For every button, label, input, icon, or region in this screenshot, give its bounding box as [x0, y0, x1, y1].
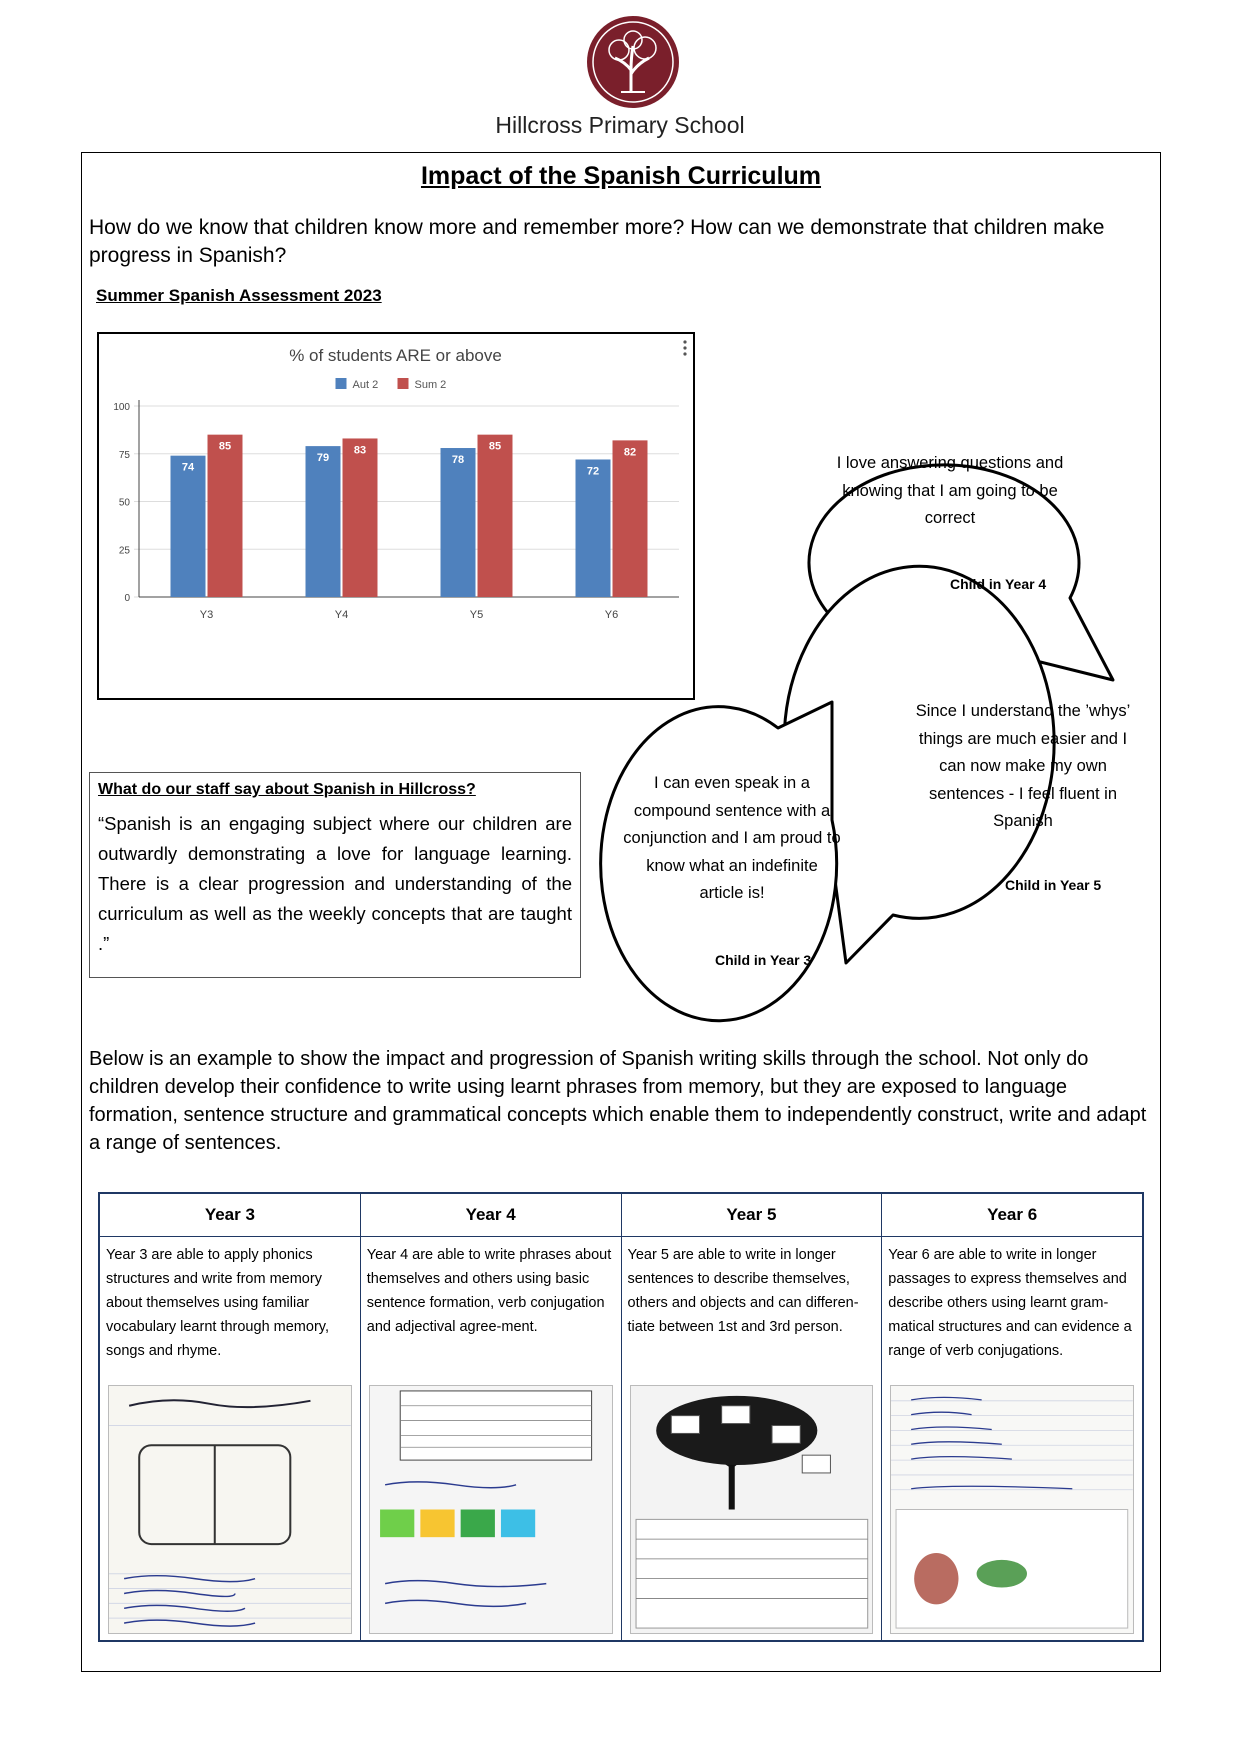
chart-title: % of students ARE or above [289, 346, 502, 365]
bubble-year3-attribution: Child in Year 3 [715, 952, 812, 968]
y-tick-label: 75 [118, 449, 130, 461]
year6-work-photo [890, 1385, 1134, 1634]
page-title: Impact of the Spanish Curriculum [420, 162, 822, 190]
legend-label: Sum 2 [414, 379, 447, 391]
year-progression-table [98, 1192, 1144, 1642]
staff-quote-title: What do our staff say about Spanish in Hillcross? [98, 781, 476, 798]
bar-data-label: 85 [488, 440, 502, 453]
year-heading: Year 6 [882, 1194, 1142, 1237]
bar-data-label: 82 [623, 446, 637, 459]
x-tick-label: Y5 [469, 609, 484, 621]
year-heading: Year 3 [100, 1194, 360, 1237]
bar-data-label: 72 [586, 465, 600, 478]
year5-work-photo [630, 1385, 874, 1634]
year-column [361, 1194, 622, 1640]
bubble-year3-text: I can even speak in a compound sentence with a conjunction and I am proud to know what an indefinite article is! [623, 774, 841, 902]
year3-work-photo [108, 1385, 352, 1634]
bar-data-label: 83 [353, 444, 367, 457]
y-tick-label: 50 [118, 497, 130, 509]
x-tick-label: Y3 [199, 609, 214, 621]
work-sample-image [891, 1386, 1133, 1633]
bubble-year4-attribution: Child in Year 4 [950, 576, 1047, 592]
x-tick-label: Y4 [334, 609, 349, 621]
intro-text: How do we know that children know more and remember more? How can we demonstrate that children make progress in Spanish? [89, 216, 1105, 267]
bubble-year5-text: Since I understand the ’whys’ things are much easier and I can now make my own sentences - I feel fluent in Spanish [915, 702, 1131, 830]
bar-data-label: 85 [218, 440, 232, 453]
year-description: Year 5 are able to write in longer sentences to describe themselves, others and objects and can differen-tiate between 1st and 3rd person. [627, 1247, 859, 1335]
bar-data-label: 78 [451, 454, 465, 467]
year-heading: Year 4 [361, 1194, 621, 1237]
y-tick-label: 0 [124, 593, 130, 604]
legend-label: Aut 2 [352, 379, 379, 391]
bar-data-label: 79 [316, 452, 330, 465]
bubble-year5-attribution: Child in Year 5 [1005, 877, 1102, 893]
year-column [622, 1194, 883, 1640]
year-heading: Year 5 [622, 1194, 882, 1237]
x-tick-label: Y6 [604, 609, 619, 621]
bar-data-label: 74 [181, 461, 195, 474]
y-tick-label: 100 [113, 402, 130, 413]
y-tick-label: 25 [118, 545, 130, 557]
year-description: Year 4 are able to write phrases about themselves and others using basic sentence formation, verb conjugation and adjectival agree-ment. [366, 1247, 612, 1335]
work-sample-image [370, 1386, 612, 1633]
school-name: Hillcross Primary School [495, 112, 745, 138]
bubble-year4-text: I love answering questions and knowing that I am going to be correct [836, 454, 1064, 527]
year-column [882, 1194, 1142, 1640]
assessment-title: Summer Spanish Assessment 2023 [96, 286, 382, 305]
progression-text: Below is an example to show the impact and progression of Spanish writing skills through the school. Not only do children develop their confidence to write using learnt phrases from memory, but they are exposed to language formation, sentence structure and grammatical concepts which enable them to independently construct, write and adapt a range of sentences. [89, 1048, 1147, 1154]
staff-quote-text: “Spanish is an engaging subject where our children are outwardly demonstrating a love for language learning. There is a clear progression and understanding of the curriculum as well as the weekly concepts that are taught .” [98, 813, 572, 954]
year4-work-photo [369, 1385, 613, 1634]
year-description: Year 3 are able to apply phonics structures and write from memory about themselves using familiar vocabulary learnt through memory, songs and rhyme. [106, 1247, 329, 1359]
work-sample-image [631, 1386, 873, 1633]
work-sample-image [109, 1386, 351, 1633]
year-column [100, 1194, 361, 1640]
year-description: Year 6 are able to write in longer passages to express themselves and describe others using learnt gram-matical structures and can evidence a range of verb conjugations. [888, 1247, 1132, 1359]
